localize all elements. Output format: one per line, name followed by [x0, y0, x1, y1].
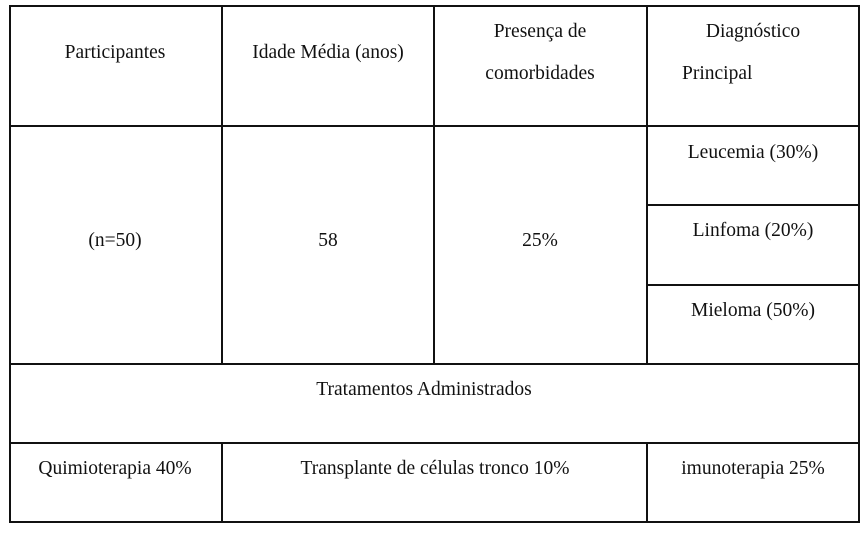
header-comorbidities-line1: Presença de	[493, 21, 587, 42]
results-table	[9, 5, 860, 523]
comorbidities-value: 25%	[522, 230, 558, 251]
treatment-chemotherapy: Quimioterapia 40%	[38, 458, 192, 479]
treatments-title: Tratamentos Administrados	[316, 379, 532, 400]
diagnosis-divider-2	[647, 284, 860, 286]
treatment-immunotherapy: imunoterapia 25%	[681, 458, 825, 479]
column-divider-2	[433, 5, 435, 364]
header-diagnosis-line1: Diagnóstico	[705, 21, 801, 42]
treatments-column-divider-2	[646, 442, 648, 523]
participants-value: (n=50)	[88, 230, 142, 251]
diagnosis-myeloma: Mieloma (50%)	[690, 300, 816, 321]
header-comorbidities-line2: comorbidades	[485, 63, 595, 84]
column-divider-3	[646, 5, 648, 364]
diagnosis-lymphoma: Linfoma (20%)	[692, 220, 814, 241]
table-border-right	[858, 5, 860, 523]
header-age: Idade Média (anos)	[252, 42, 404, 63]
diagnosis-leukemia: Leucemia (30%)	[687, 142, 819, 163]
table-border-top	[9, 5, 860, 7]
header-participants: Participantes	[64, 42, 166, 63]
column-divider-1	[221, 5, 223, 364]
treatments-divider-bottom	[9, 442, 860, 444]
treatments-divider-top	[9, 363, 860, 365]
age-value: 58	[318, 230, 338, 251]
table-border-left	[9, 5, 11, 523]
table-border-bottom	[9, 521, 860, 523]
treatment-stem-cell-transplant: Transplante de células tronco 10%	[300, 458, 570, 479]
header-diagnosis-line2: Principal	[682, 63, 753, 84]
header-divider	[9, 125, 860, 127]
diagnosis-divider-1	[647, 204, 860, 206]
treatments-column-divider-1	[221, 442, 223, 523]
